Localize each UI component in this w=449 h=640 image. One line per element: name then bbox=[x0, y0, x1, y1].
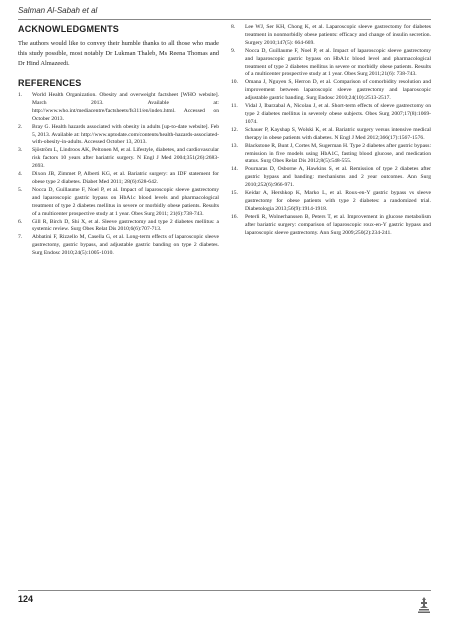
reference-item bbox=[231, 103, 431, 127]
journal-logo-icon bbox=[417, 596, 431, 614]
reference-number: 15. bbox=[231, 190, 238, 197]
reference-item bbox=[231, 143, 431, 167]
reference-number: 12. bbox=[231, 126, 238, 133]
reference-text: Omana J, Nguyen S, Herron D, et al. Comparison of comorbidity resolution and improvement between laparoscopic sleeve gastrectomy and laparoscopic adjustable gastric banding. Surg Endosc 2010;24(10):2513-2517. bbox=[245, 79, 431, 102]
reference-number: 2. bbox=[18, 123, 23, 130]
reference-item bbox=[18, 92, 219, 124]
reference-item bbox=[18, 171, 219, 187]
reference-list-right bbox=[231, 24, 431, 237]
reference-number: 9. bbox=[231, 47, 236, 54]
reference-item bbox=[231, 127, 431, 143]
reference-item bbox=[231, 79, 431, 103]
page-number: 124 bbox=[18, 594, 34, 604]
reference-item bbox=[18, 147, 219, 171]
reference-item bbox=[231, 190, 431, 214]
reference-number: 11. bbox=[231, 103, 238, 110]
reference-item bbox=[231, 48, 431, 80]
reference-number: 14. bbox=[231, 166, 238, 173]
reference-text: Pournaras D, Osborne A, Hawkins S, et al. Remission of type 2 diabetes after gastric bypass and banding: mechanisms and 2 year outcomes. Ann Surg 2010;252(6):966-971. bbox=[245, 166, 431, 189]
reference-item bbox=[18, 219, 219, 235]
reference-text: Sjöström L, Lindroos AK, Peltonen M, et al. Lifestyle, diabetes, and cardiovascular risk factors 10 years after bariatric surgery. N Engl J Med 2004;351(26):2683-2693. bbox=[32, 147, 219, 170]
reference-text: Lee WJ, Ser KH, Chong K, et al. Laparoscopic sleeve gastrectomy for diabetes treatment in nonmorbidly obese patients: efficacy and change of insulin secretion. Surgery 2010;147(5): 664-669. bbox=[245, 24, 431, 46]
reference-text: Vidal J, Ibarzabal A, Nicolau J, et al. Short-term effects of sleeve gastrectomy on type 2 diabetes mellitus in severely obese subjects. Obes Surg 2007;17(8):1069-1074. bbox=[245, 103, 431, 125]
reference-text: Blackstone R, Bunt J, Cortes M, Sugerman H. Type 2 diabetes after gastric bypass: remission in five models using HbA1C, fasting blood glucose, and medication status. Surg Obes Relat Dis 2012;8(5):548-555. bbox=[245, 142, 431, 165]
reference-text: Schauer P, Kayshap S, Wolski K, et al. Bariatric surgery versus intensive medical therapy in obese patients with diabetes. N Engl J Med 2012;366(17):1567-1576. bbox=[245, 126, 431, 141]
footer-divider bbox=[18, 590, 431, 591]
reference-item bbox=[231, 24, 431, 48]
reference-item bbox=[18, 124, 219, 148]
reference-text: Dixon JB, Zimmet P, Alberti KG, et al. Bariatric surgery: an IDF statement for obese type 2 diabetes. Diabet Med 2011; 28(6):628-642. bbox=[32, 171, 219, 185]
acknowledgments-heading: ACKNOWLEDGMENTS bbox=[18, 24, 119, 34]
reference-text: World Health Organization. Obesity and overweight factsheet [WHO website]. March 2013. Available at: http://www.who.int/mediacentre/factsheets/fs311/en/index.html. Accessed on October 2013. bbox=[32, 92, 219, 122]
reference-text: Peterli R, Wolnerhanssen B, Peters T, et al. Improvement in glucose metabolism after bariatric surgery: comparison of laparoscopic roux-en-Y gastric bypass and laparoscopic sleeve gastrectomy. Ann Surg 2009;250(2):234-241. bbox=[245, 213, 431, 236]
reference-number: 7. bbox=[18, 234, 23, 241]
reference-number: 8. bbox=[231, 24, 236, 30]
reference-text: Nocca D, Guillaume F, Noel P, et al. Impact of laparoscopic sleeve gastrectomy and laparoscopic gastric bypass on HbA1c blood levels and pharmacological treatment of type 2 diabetes mellitus in severe or morbidly obese patients. Results of a multicenter prospective study at 1 year. Obes Surg 2011; 21(6):738-743. bbox=[32, 186, 219, 217]
reference-list-left bbox=[18, 92, 219, 258]
reference-number: 10. bbox=[231, 79, 238, 86]
reference-number: 5. bbox=[18, 186, 23, 193]
reference-text: Nocca D, Guillaume F, Noel P, et al. Impact of laparoscopic sleeve gastrectomy and laparoscopic gastric bypass on HbA1c blood level and pharmacological treatment of type 2 diabetes mellitus in severe or morbidly obese patients. Results of a multicenter prospective study at 1 year. Obes Surg 2011;21(6): 738-743. bbox=[245, 47, 431, 78]
header-author: Salman Al-Sabah et al bbox=[18, 6, 98, 15]
reference-number: 13. bbox=[231, 142, 238, 149]
acknowledgments-text: The authors would like to convey their humble thanks to all those who made this study possible, most notably Dr Lukman Thaleb, Ms Reena Thomas and Dr Hind Almazeedi. bbox=[18, 40, 219, 67]
reference-item bbox=[18, 187, 219, 219]
reference-text: Gill R, Birch D, Shi X, et al. Sleeve gastrectomy and type 2 diabetes mellitus: a systemic review. Surg Obes Relat Dis 2010;6(6):707-713. bbox=[32, 218, 219, 233]
header-divider bbox=[18, 19, 431, 20]
reference-number: 6. bbox=[18, 218, 23, 225]
reference-number: 1. bbox=[18, 92, 23, 98]
reference-number: 3. bbox=[18, 147, 23, 154]
reference-number: 16. bbox=[231, 213, 238, 220]
references-heading: REFERENCES bbox=[18, 78, 82, 88]
reference-item bbox=[231, 166, 431, 190]
right-column bbox=[231, 24, 431, 237]
reference-text: Abbatini F, Rizzello M, Casella G, et al. Long-term effects of laparoscopic sleeve gastrectomy, gastric bypass, and adjustable gastric banding on type 2 diabetes. Surg Endosc 2010;24(5):1005-1010. bbox=[32, 234, 219, 257]
reference-number: 4. bbox=[18, 171, 23, 178]
reference-item bbox=[18, 234, 219, 258]
reference-text: Keidar A, Hershkop K, Marko L, et al. Roux-en-Y gastric bypass vs sleeve gastrectomy for obese patients with type 2 diabetes: a randomized trial. Diabetologia 2013;56(9):1914-1918. bbox=[245, 190, 431, 212]
reference-text: Bray G. Health hazards associated with obesity in adults [up-to-date website]. Feb 5, 2013. Available at: http://www.uptodate.com/contents/health-hazards-associated-with-obesity-in-adults. Accessed October 13, 2013. bbox=[32, 123, 219, 146]
reference-item bbox=[231, 214, 431, 238]
left-column bbox=[18, 24, 219, 258]
